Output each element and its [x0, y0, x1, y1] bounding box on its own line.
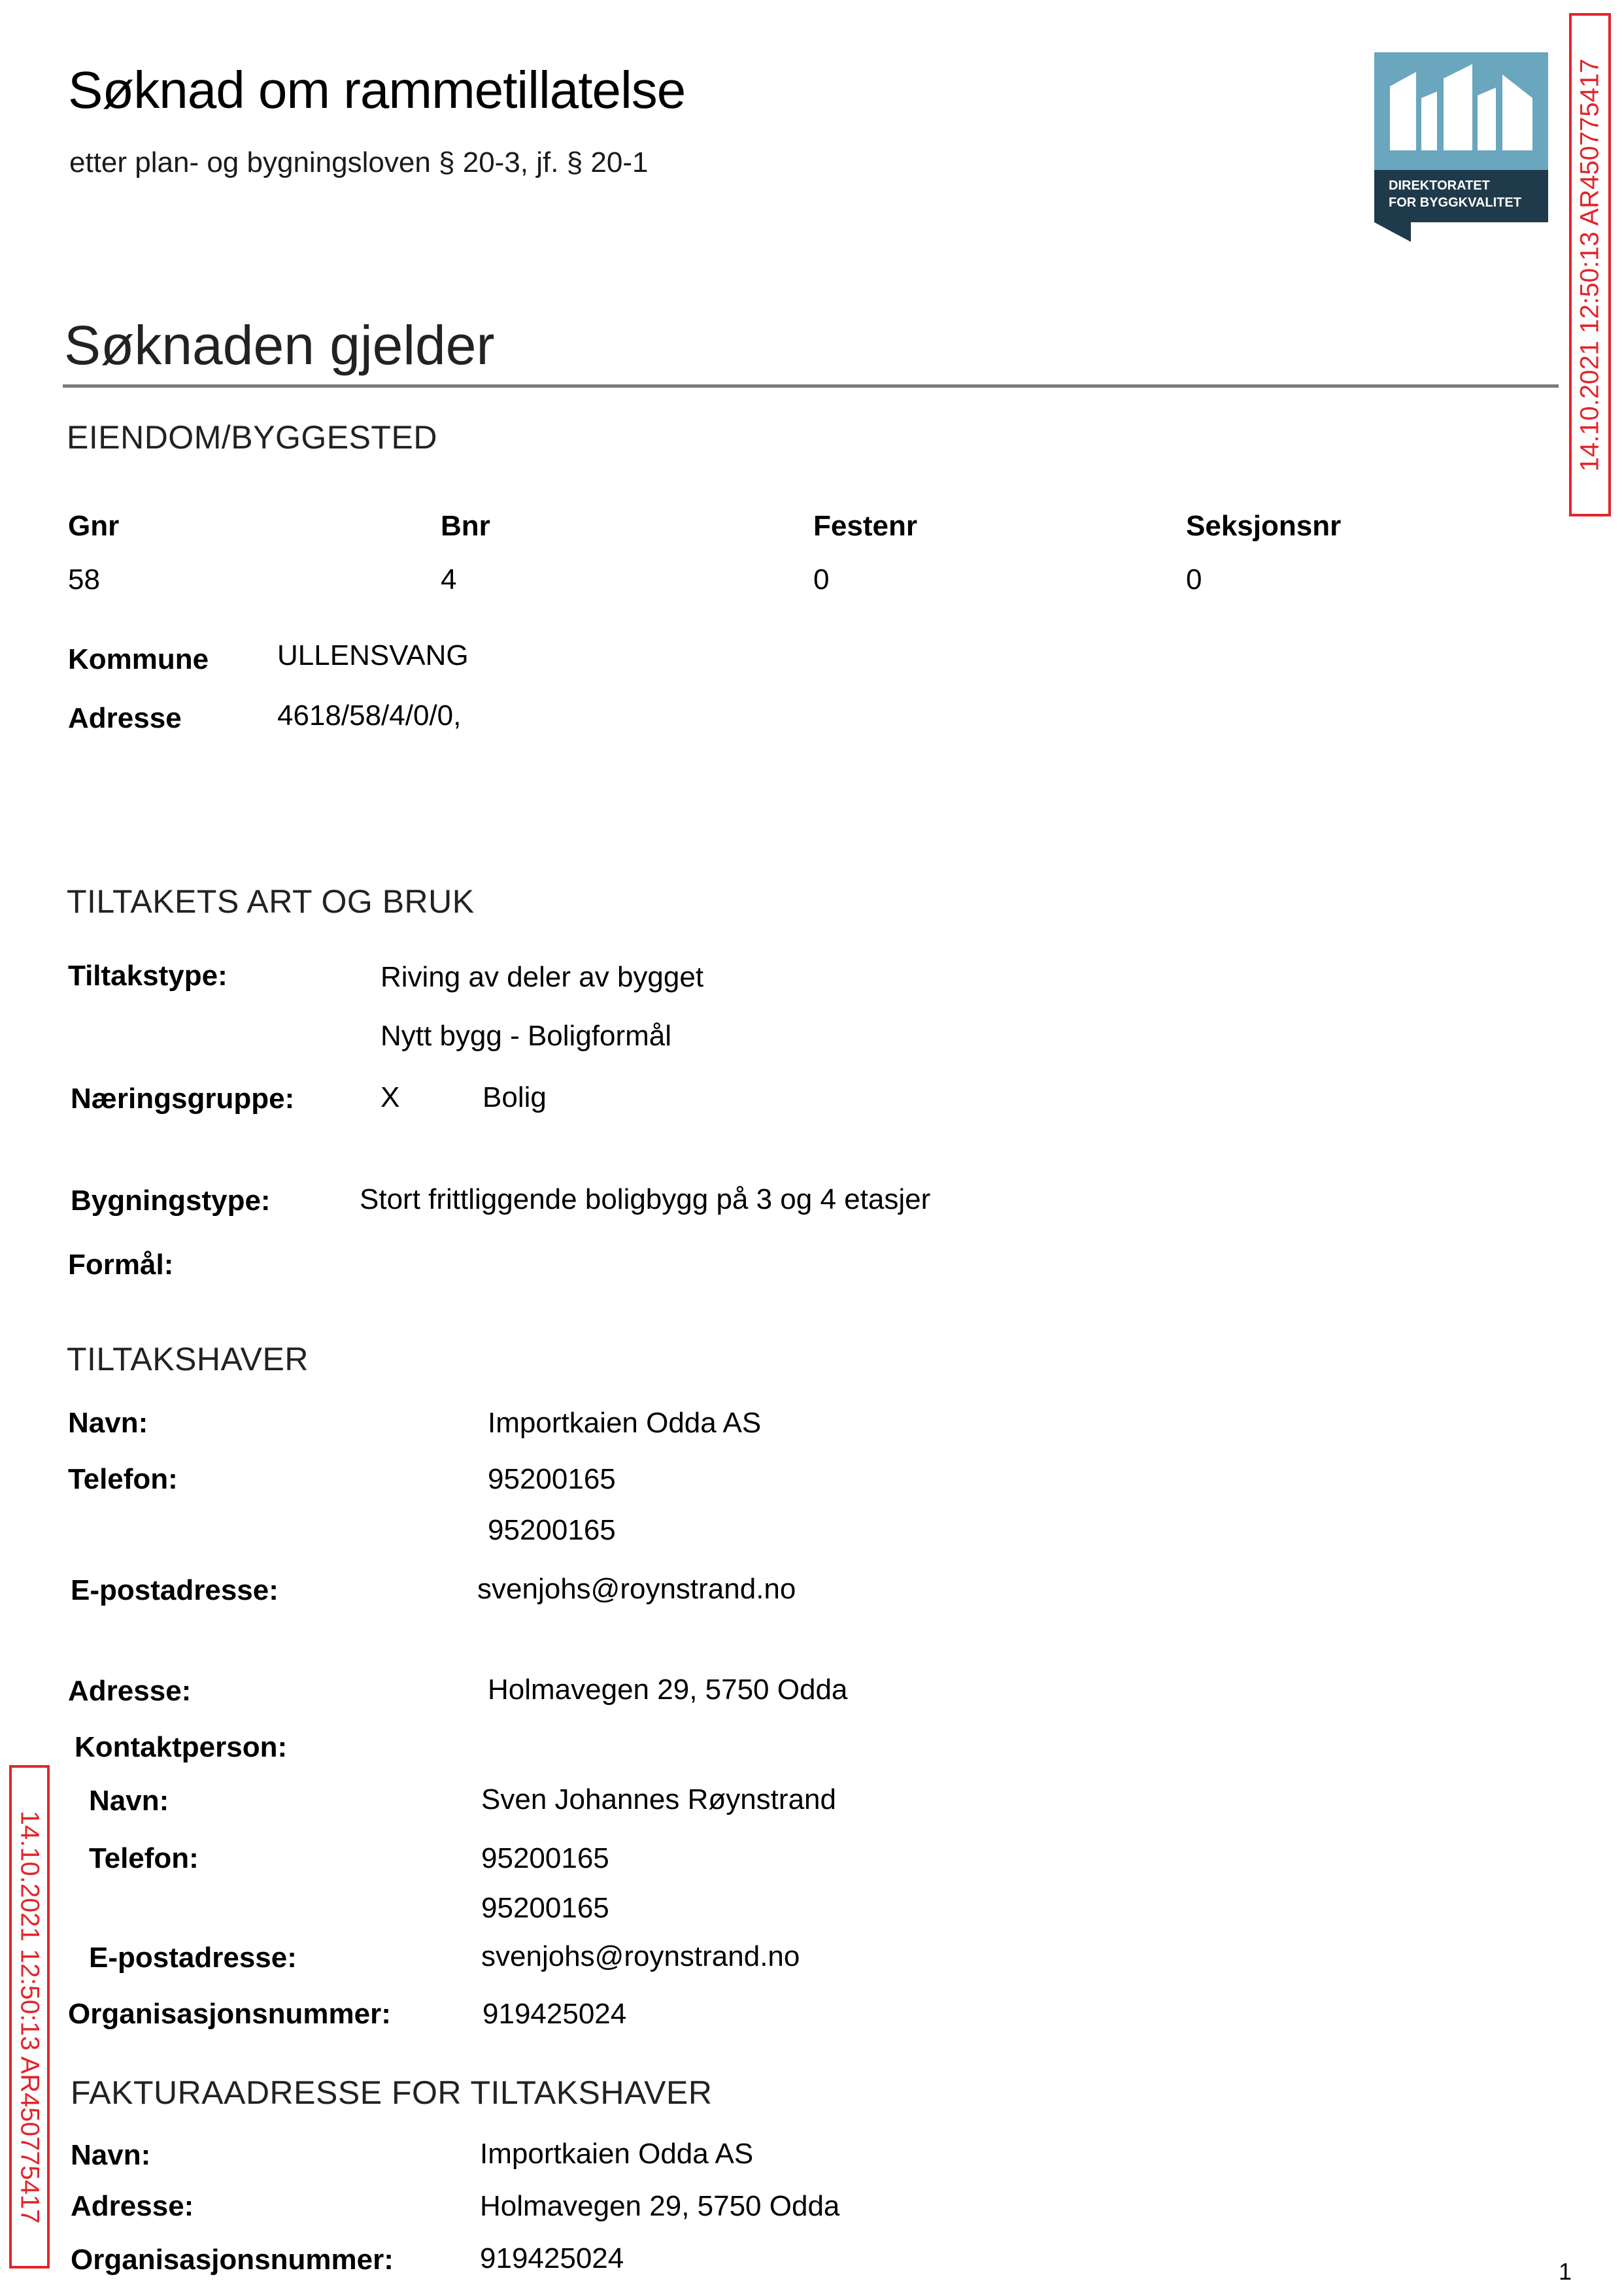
bygningstype-value: Stort frittliggende boligbygg på 3 og 4 etasjer	[360, 1183, 931, 1215]
timestamp-stamp-left	[9, 1765, 50, 2269]
kommune-value: ULLENSVANG	[277, 639, 469, 671]
kontakt-telefon-2: 95200165	[481, 1892, 609, 1924]
section-heading: Søknaden gjelder	[64, 314, 495, 376]
tiltakshaver-adresse-value: Holmavegen 29, 5750 Odda	[488, 1674, 848, 1706]
page-subtitle: etter plan- og bygningsloven § 20-3, jf. § 20-1	[69, 146, 649, 178]
faktura-adresse-label: Adresse:	[71, 2190, 194, 2222]
adresse-label: Adresse	[68, 702, 182, 734]
faktura-navn-value: Importkaien Odda AS	[480, 2138, 754, 2170]
dibk-logo-mark	[1374, 52, 1548, 242]
kontakt-navn-label: Navn:	[89, 1785, 169, 1817]
tiltakshaver-navn-value: Importkaien Odda AS	[488, 1407, 762, 1439]
eiendom-section-title: EIENDOM/BYGGESTED	[67, 419, 437, 456]
faktura-orgnr-label: Organisasjonsnummer:	[71, 2244, 394, 2276]
kontaktperson-label: Kontaktperson:	[75, 1731, 288, 1763]
tiltakshaver-telefon-1: 95200165	[488, 1463, 616, 1495]
kontakt-navn-value: Sven Johannes Røynstrand	[481, 1783, 836, 1815]
bygningstype-label: Bygningstype:	[71, 1185, 271, 1217]
naeringsgruppe-label: Næringsgruppe:	[71, 1083, 295, 1115]
gnr-label: Gnr	[68, 510, 120, 542]
stamp-text: 14.10.2021 12:50:13 AR450775417	[15, 1810, 44, 2223]
festenr-value: 0	[813, 564, 830, 596]
gnr-value: 58	[68, 564, 100, 596]
faktura-adresse-value: Holmavegen 29, 5750 Odda	[480, 2190, 840, 2222]
tiltakstype-value-2: Nytt bygg - Boligformål	[381, 1020, 672, 1052]
faktura-orgnr-value: 919425024	[480, 2242, 624, 2274]
naeringsgruppe-value: Bolig	[482, 1081, 547, 1113]
kommune-label: Kommune	[68, 643, 209, 675]
adresse-value: 4618/58/4/0/0,	[277, 700, 462, 732]
tiltakshaver-adresse-label: Adresse:	[68, 1675, 192, 1707]
page-title: Søknad om rammetillatelse	[68, 61, 686, 119]
bnr-value: 4	[441, 564, 457, 596]
heading-divider	[63, 384, 1559, 388]
tiltakshaver-orgnr-value: 919425024	[482, 1998, 627, 2030]
seksjonsnr-value: 0	[1186, 564, 1202, 596]
logo-text-2: FOR BYGGKVALITET	[1389, 195, 1521, 210]
logo-text-1: DIREKTORATET	[1389, 178, 1490, 193]
tiltakstype-value-1: Riving av deler av bygget	[381, 961, 704, 993]
kontakt-telefon-label: Telefon:	[89, 1842, 199, 1874]
faktura-navn-label: Navn:	[71, 2139, 151, 2171]
kontakt-telefon-1: 95200165	[481, 1842, 609, 1874]
stamp-text: 14.10.2021 12:50:13 AR450775417	[1575, 58, 1604, 471]
tiltakshaver-telefon-label: Telefon:	[68, 1463, 178, 1495]
tiltakshaver-telefon-2: 95200165	[488, 1514, 616, 1546]
bnr-label: Bnr	[441, 510, 490, 542]
kontakt-epost-label: E-postadresse:	[89, 1942, 297, 1974]
faktura-section-title: FAKTURAADRESSE FOR TILTAKSHAVER	[71, 2074, 713, 2111]
seksjonsnr-label: Seksjonsnr	[1186, 510, 1342, 542]
tiltakshaver-orgnr-label: Organisasjonsnummer:	[68, 1998, 391, 2030]
dibk-logo	[1374, 52, 1548, 242]
tiltakstype-label: Tiltakstype:	[68, 960, 228, 992]
page-number: 1	[1559, 2258, 1572, 2285]
festenr-label: Festenr	[813, 510, 917, 542]
tiltakshaver-section-title: TILTAKSHAVER	[67, 1341, 309, 1377]
naeringsgruppe-code: X	[381, 1081, 400, 1113]
tiltakshaver-navn-label: Navn:	[68, 1407, 148, 1439]
tiltak-section-title: TILTAKETS ART OG BRUK	[67, 883, 475, 920]
formaal-label: Formål:	[68, 1249, 174, 1281]
kontakt-epost-value: svenjohs@roynstrand.no	[481, 1940, 800, 1972]
tiltakshaver-epost-label: E-postadresse:	[71, 1574, 279, 1606]
timestamp-stamp-right	[1569, 13, 1611, 516]
tiltakshaver-epost-value: svenjohs@roynstrand.no	[477, 1573, 796, 1605]
